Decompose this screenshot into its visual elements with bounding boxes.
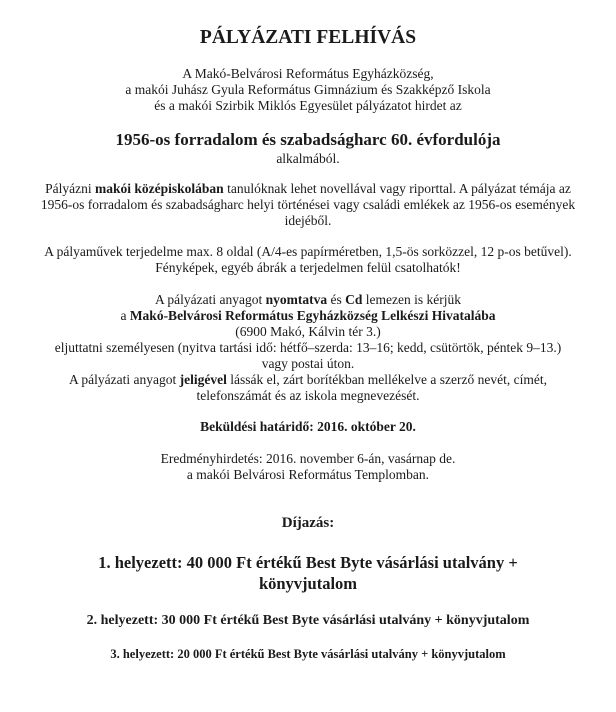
submission-suffix: lemezen is kérjük bbox=[362, 292, 461, 307]
eligibility-line-2: 1956-os forradalom és szabadságharc helyi történései vagy családi emlékek az 1956-os események bbox=[40, 197, 576, 212]
submission-line-1 bbox=[0, 292, 616, 308]
eligibility-suffix: tanulóknak lehet novellával vagy riporttal. A pályázat témája az bbox=[223, 181, 571, 196]
eligibility-line-1 bbox=[0, 181, 616, 197]
printed-keyword: nyomtatva bbox=[265, 292, 328, 307]
eligibility-prefix: Pályázni bbox=[45, 181, 96, 196]
results-line-2: a makói Belvárosi Református Templomban. bbox=[186, 467, 430, 482]
results-line-1: Eredményhirdetés: 2016. november 6-án, vasárnap de. bbox=[160, 451, 456, 466]
length-line-1: A pályaművek terjedelme max. 8 oldal (A/4-es papírméretben, 1,5-ös sorközzel, 12 p-os betűvel). bbox=[44, 244, 572, 259]
first-prize-line-1: 1. helyezett: 40 000 Ft értékű Best Byte vásárlási utalvány + bbox=[98, 553, 518, 572]
organizer-line-1: A Makó-Belvárosi Református Egyházközség, bbox=[182, 66, 434, 81]
first-prize-line-2: könyvjutalom bbox=[258, 574, 358, 593]
submission-prefix: A pályázati anyagot bbox=[155, 292, 266, 307]
submission-and: és bbox=[327, 292, 346, 307]
eligibility-line-3: idejéből. bbox=[284, 213, 332, 228]
pseudonym-prefix: A pályázati anyagot bbox=[69, 372, 180, 387]
deadline: Beküldési határidő: 2016. október 20. bbox=[200, 419, 416, 434]
submission-line-7: telefonszámát és az iskola megnevezését. bbox=[196, 388, 420, 403]
office-hours: eljuttatni személyesen (nyitva tartási idő: hétfő–szerda: 13–16; kedd, csütörtök, péntek 9–13.) bbox=[54, 340, 562, 355]
postal-option: vagy postai úton. bbox=[261, 356, 355, 371]
third-prize: 3. helyezett: 20 000 Ft értékű Best Byte vásárlási utalvány + könyvjutalom bbox=[110, 647, 506, 661]
event-suffix: alkalmából. bbox=[276, 151, 340, 166]
organizer-line-2: a makói Juhász Gyula Református Gimnázium és Szakképző Iskola bbox=[125, 82, 491, 97]
length-line-2: Fényképek, egyéb ábrák a terjedelmen felül csatolhatók! bbox=[155, 260, 461, 275]
pseudonym-suffix: lássák el, zárt borítékban mellékelve a szerző nevét, címét, bbox=[226, 372, 547, 387]
organizer-line-3: és a makói Szirbik Miklós Egyesület pályázatot hirdet az bbox=[154, 98, 462, 113]
event-title: 1956-os forradalom és szabadságharc 60. évfordulója bbox=[115, 130, 501, 149]
office-address: (6900 Makó, Kálvin tér 3.) bbox=[235, 324, 381, 339]
second-prize: 2. helyezett: 30 000 Ft értékű Best Byte vásárlási utalvány + könyvjutalom bbox=[86, 613, 530, 628]
page-title: PÁLYÁZATI FELHÍVÁS bbox=[199, 27, 417, 48]
prizes-heading: Díjazás: bbox=[281, 515, 335, 531]
eligibility-highlight: makói középiskolában bbox=[95, 181, 224, 196]
cd-keyword: Cd bbox=[345, 292, 363, 307]
office-name: Makó-Belvárosi Református Egyházközség Lelkészi Hivatalába bbox=[129, 308, 496, 323]
submission-a: a bbox=[120, 308, 130, 323]
submission-line-6 bbox=[0, 372, 616, 388]
pseudonym-keyword: jeligével bbox=[179, 372, 227, 387]
submission-line-2 bbox=[0, 308, 616, 324]
